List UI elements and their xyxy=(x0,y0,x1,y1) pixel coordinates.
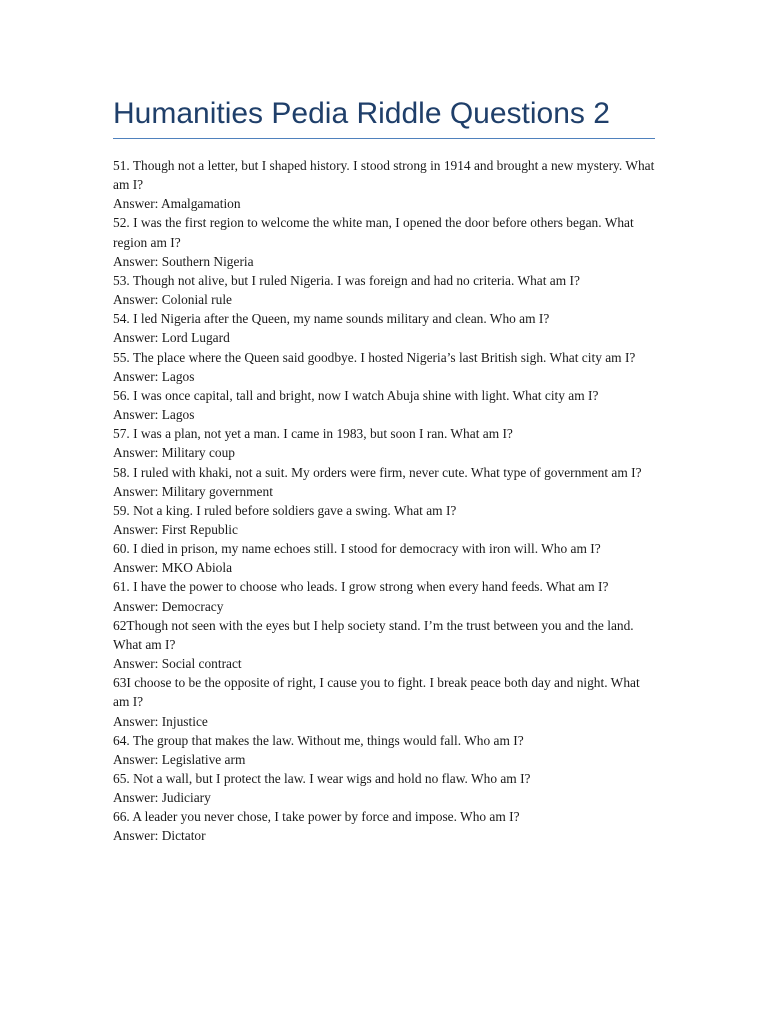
riddle-answer: Answer: Military coup xyxy=(113,445,235,461)
riddle-answer: Answer: Colonial rule xyxy=(113,292,233,308)
riddle-answer: Answer: First Republic xyxy=(113,521,238,537)
riddle-question: 55. The place where the Queen said goodbye. I hosted Nigeria’s last British sigh. What city am I? xyxy=(113,349,636,365)
riddle-question: 56. I was once capital, tall and bright, now I watch Abuja shine with light. What city am I? xyxy=(113,387,599,403)
document-page xyxy=(113,0,655,846)
riddle-question: 59. Not a king. I ruled before soldiers gave a swing. What am I? xyxy=(113,502,457,518)
riddle-question: 53. Though not alive, but I ruled Nigeria. I was foreign and had no criteria. What am I? xyxy=(113,272,580,288)
riddle-list xyxy=(113,156,655,846)
riddle-question: 66. A leader you never chose, I take power by force and impose. Who am I? xyxy=(113,809,520,825)
riddle-question: 54. I led Nigeria after the Queen, my name sounds military and clean. Who am I? xyxy=(113,311,550,327)
riddle-question: 58. I ruled with khaki, not a suit. My orders were firm, never cute. What type of government am I? xyxy=(113,464,642,480)
riddle-question: 57. I was a plan, not yet a man. I came in 1983, but soon I ran. What am I? xyxy=(113,426,513,442)
riddle-question: 63I choose to be the opposite of right, I cause you to fight. I break peace both day and night. What am I? xyxy=(113,675,640,710)
riddle-answer: Answer: Amalgamation xyxy=(113,196,241,212)
riddle-question: 62Though not seen with the eyes but I help society stand. I’m the trust between you and the land. What am I? xyxy=(113,617,634,652)
riddle-answer: Answer: Judiciary xyxy=(113,790,211,806)
riddle-answer: Answer: Lagos xyxy=(113,368,195,384)
riddle-answer: Answer: Democracy xyxy=(113,598,224,614)
riddle-answer: Answer: Lord Lugard xyxy=(113,330,230,346)
riddle-answer: Answer: Southern Nigeria xyxy=(113,253,254,269)
riddle-answer: Answer: Social contract xyxy=(113,656,242,672)
riddle-answer: Answer: Lagos xyxy=(113,407,195,423)
riddle-answer: Answer: MKO Abiola xyxy=(113,560,233,576)
riddle-question: 64. The group that makes the law. Without me, things would fall. Who am I? xyxy=(113,732,524,748)
riddle-answer: Answer: Injustice xyxy=(113,713,208,729)
riddle-answer: Answer: Military government xyxy=(113,483,273,499)
riddle-question: 65. Not a wall, but I protect the law. I wear wigs and hold no flaw. Who am I? xyxy=(113,771,531,786)
title-divider xyxy=(113,138,655,139)
document-title: Humanities Pedia Riddle Questions 2 xyxy=(113,97,610,130)
riddle-answer: Answer: Legislative arm xyxy=(113,751,246,767)
riddle-question: 52. I was the first region to welcome the white man, I opened the door before others began. What region am I? xyxy=(113,215,634,250)
riddle-question: 60. I died in prison, my name echoes still. I stood for democracy with iron will. Who am I? xyxy=(113,541,601,557)
riddle-question: 61. I have the power to choose who leads. I grow strong when every hand feeds. What am I? xyxy=(113,579,609,595)
riddle-question: 51. Though not a letter, but I shaped history. I stood strong in 1914 and brought a new mystery. What am I? xyxy=(113,158,655,193)
riddle-answer: Answer: Dictator xyxy=(113,828,206,844)
